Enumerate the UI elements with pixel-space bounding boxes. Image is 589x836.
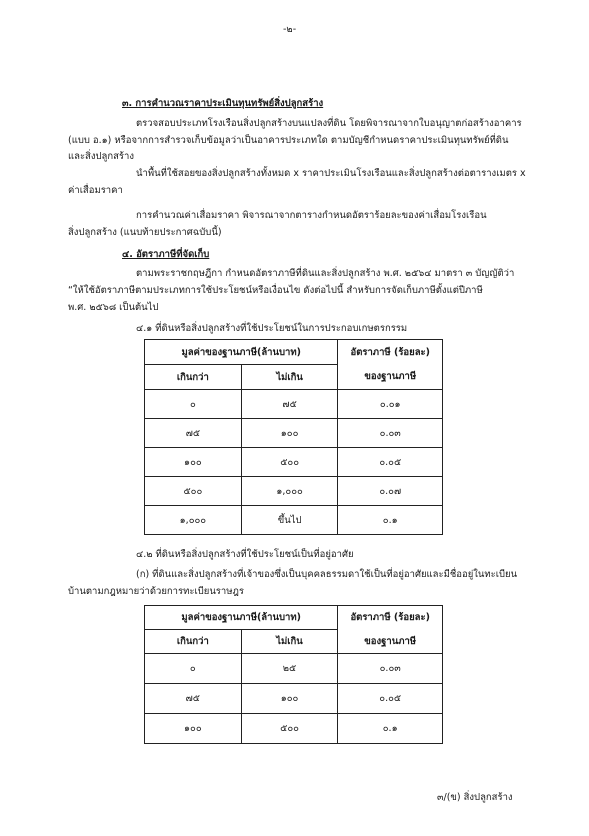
section3-paragraph1-line1: ตรวจสอบประเภทโรงเรือนสิ่งปลูกสร้างบนแปลงที่ดิน โดยพิจารณาจากใบอนุญาตก่อสร้างอาคาร <box>136 118 522 129</box>
table1-cell-rate: ๐.๐๓ <box>338 419 443 448</box>
table2-cell-notover: ๒๕ <box>241 654 338 684</box>
table-row <box>145 477 443 506</box>
table-row <box>145 448 443 477</box>
table-row <box>145 714 443 744</box>
table2-cell-rate: ๐.๑ <box>338 714 443 744</box>
table2-header-rate-sub: ของฐานภาษี <box>338 630 443 654</box>
tax-rate-table-agriculture <box>144 339 443 535</box>
table1-cell-over: ๑,๐๐๐ <box>145 506 242 535</box>
table1-cell-rate: ๐.๑ <box>338 506 443 535</box>
table1-cell-rate: ๐.๐๑ <box>338 390 443 419</box>
section4-2-title: ๔.๒ ที่ดินหรือสิ่งปลูกสร้างที่ใช้ประโยชน์เป็นที่อยู่อาศัย <box>136 549 354 560</box>
table1-cell-over: ๐ <box>145 390 242 419</box>
section4-paragraph-line2: “ให้ใช้อัตราภาษีตามประเภทการใช้ประโยชน์หรือเงื่อนไข ดังต่อไปนี้ สำหรับการจัดเก็บภาษีตั้งแต่ปีภาษี <box>68 285 483 296</box>
table1-cell-notover: ๗๕ <box>241 390 338 419</box>
table2-cell-rate: ๐.๐๓ <box>338 654 443 684</box>
section3-paragraph2-line2: ค่าเสื่อมราคา <box>68 185 123 196</box>
section3-paragraph1-line3: และสิ่งปลูกสร้าง <box>68 151 134 162</box>
section3-paragraph3-line2: สิ่งปลูกสร้าง (แนบท้ายประกาศฉบับนี้) <box>68 227 222 238</box>
table1-header-rate-sub: ของฐานภาษี <box>338 365 443 390</box>
section4-1-title: ๔.๑ ที่ดินหรือสิ่งปลูกสร้างที่ใช้ประโยชน์ในการประกอบเกษตรกรรม <box>136 323 408 334</box>
table1-cell-notover: ๕๐๐ <box>241 448 338 477</box>
table1-cell-rate: ๐.๐๗ <box>338 477 443 506</box>
table-row <box>145 654 443 684</box>
table2-cell-notover: ๕๐๐ <box>241 714 338 744</box>
footer-continuation-note: ๓/(ข) สิ่งปลูกสร้าง <box>437 792 513 803</box>
table2-cell-rate: ๐.๐๕ <box>338 684 443 714</box>
tax-rate-table-residential <box>144 605 443 744</box>
section4-paragraph-line1: ตามพระราชกฤษฎีกา กำหนดอัตราภาษีที่ดินและสิ่งปลูกสร้าง พ.ศ. ๒๕๖๔ มาตรา ๓ บัญญัติว่า <box>136 268 515 279</box>
section3-heading: ๓. การคำนวณราคาประเมินทุนทรัพย์สิ่งปลูกสร้าง <box>122 98 324 109</box>
table2-cell-over: ๑๐๐ <box>145 714 242 744</box>
table2-header-rate: อัตราภาษี (ร้อยละ) <box>338 606 443 630</box>
table-row <box>145 390 443 419</box>
table1-cell-over: ๗๕ <box>145 419 242 448</box>
table1-header-rate: อัตราภาษี (ร้อยละ) <box>338 340 443 365</box>
table2-header-base-value: มูลค่าของฐานภาษี(ล้านบาท) <box>145 606 338 630</box>
table2-cell-over: ๗๕ <box>145 684 242 714</box>
table-row <box>145 419 443 448</box>
section3-paragraph1-line2: (แบบ อ.๑) หรือจากการสำรวจเก็บข้อมูลว่าเป็นอาคารประเภทใด ตามบัญชีกำหนดราคาประเมินทุนทรัพย์ที่ดิน <box>68 135 509 146</box>
section4-heading: ๔. อัตราภาษีที่จัดเก็บ <box>122 249 210 260</box>
section3-paragraph3-line1: การคำนวณค่าเสื่อมราคา พิจารณาจากตารางกำหนดอัตราร้อยละของค่าเสื่อมโรงเรือน <box>136 210 487 221</box>
table1-cell-notover: ๑๐๐ <box>241 419 338 448</box>
table2-col-notover: ไม่เกิน <box>241 630 338 654</box>
section4-2-paragraph-line2: บ้านตามกฎหมายว่าด้วยการทะเบียนราษฎร <box>68 586 244 597</box>
section4-paragraph-line3: พ.ศ. ๒๕๖๘ เป็นต้นไป <box>68 302 159 313</box>
table-row <box>145 506 443 535</box>
section4-2-paragraph-line1: (ก) ที่ดินและสิ่งปลูกสร้างที่เจ้าของซึ่งเป็นบุคคลธรรมดาใช้เป็นที่อยู่อาศัยและมีชื่ออยู่ในทะเบียน <box>136 569 518 580</box>
section3-paragraph2-line1: นำพื้นที่ใช้สอยของสิ่งปลูกสร้างทั้งหมด x ราคาประเมินโรงเรือนและสิ่งปลูกสร้างต่อตารางเมตร x <box>136 168 526 179</box>
table1-header-base-value: มูลค่าของฐานภาษี(ล้านบาท) <box>145 340 338 365</box>
table2-col-over: เกินกว่า <box>145 630 242 654</box>
table1-col-notover: ไม่เกิน <box>241 365 338 390</box>
table1-cell-notover: ๑,๐๐๐ <box>241 477 338 506</box>
table1-cell-rate: ๐.๐๕ <box>338 448 443 477</box>
table1-col-over: เกินกว่า <box>145 365 242 390</box>
table1-cell-over: ๑๐๐ <box>145 448 242 477</box>
table-row <box>145 684 443 714</box>
table2-cell-notover: ๑๐๐ <box>241 684 338 714</box>
table1-cell-over: ๕๐๐ <box>145 477 242 506</box>
page-number: -๒- <box>283 24 297 35</box>
table1-cell-notover: ขึ้นไป <box>241 506 338 535</box>
table2-cell-over: ๐ <box>145 654 242 684</box>
